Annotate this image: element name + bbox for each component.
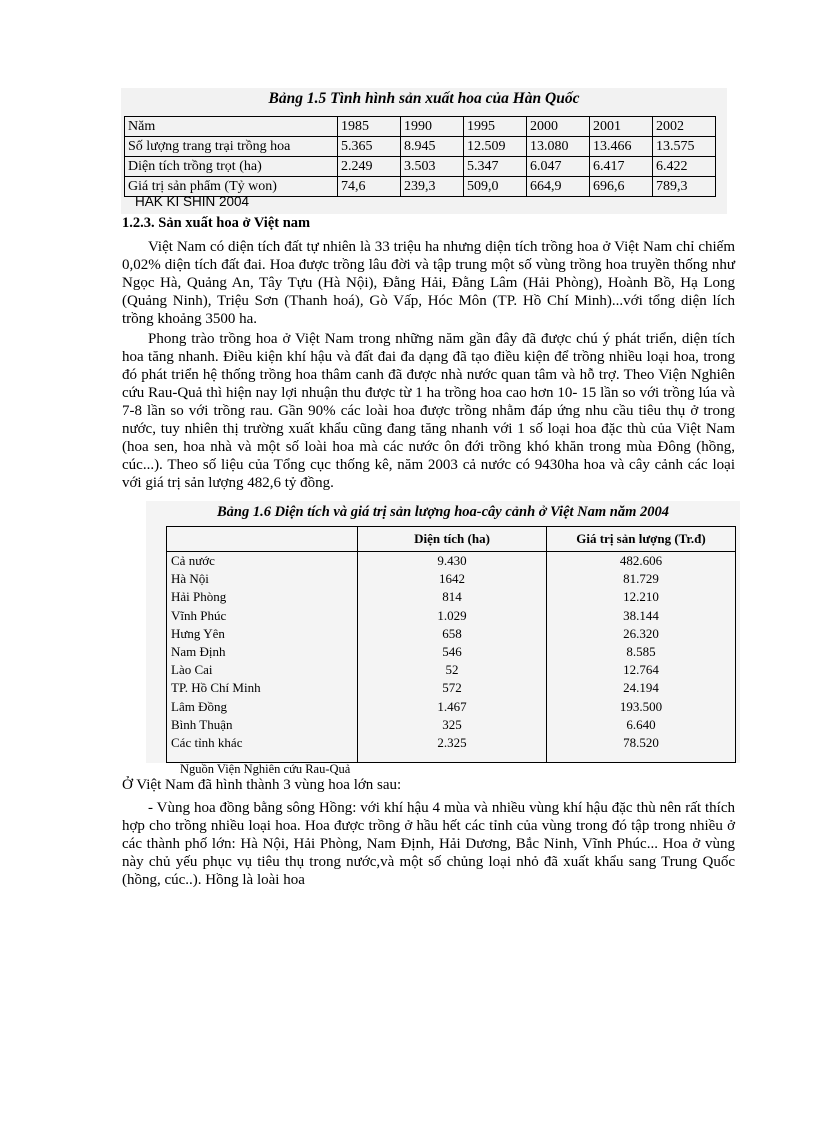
province-name: Cả nước [167,552,358,571]
row-label: Số lượng trang trại trồng hoa [125,137,338,157]
table-1-6-source: Nguồn Viện Nghiên cứu Rau-Quả [180,762,351,776]
row-label: Giá trị sản phẩm (Tỷ won) [125,177,338,197]
table-row [167,625,736,643]
table-row [125,137,716,157]
table-row [167,588,736,606]
output-value: 6.640 [547,716,736,734]
paragraph: Phong trào trồng hoa ở Việt Nam trong những năm gần đây đã được chú ý phát triển, diện tích hoa tăng nhanh. Điều kiện khí hậu và đất đai đa dạng đã tạo điều kiện để trồng nhiều loại hoa, trong đó phát triển hệ thống trồng hoa thâm canh đã được nhà nước quan tâm và hỗ trợ. Theo Viện Nghiên cứu Rau-Quả thì hiện nay lợi nhuận thu được từ 1 ha trồng hoa cao hơn 10- 15 lần so với trồng lúa và 7-8 lần so với trồng rau. Gần 90% các loài hoa được trồng nhằm đáp ứng nhu cầu tiêu thụ ở trong nước, tuy nhiên thị trường xuất khẩu cũng đang tăng nhanh với 1 số loại hoa đặc thù của Việt Nam (hoa sen, hoa nhà và một số loài hoa mà các nước ôn đới trồng khó khăn trong mùa Đông (hồng, cúc...). Theo số liệu của Tổng cục thống kê, năm 2003 cả nước có 9430ha hoa và cây cảnh các loại với giá trị sản lượng 482,6 tỷ đồng. [122,331,735,491]
output-value: 26.320 [547,625,736,643]
table-cell: 6.422 [653,157,716,177]
year-cell: 1995 [464,117,527,137]
table-row [167,679,736,697]
table-row [125,157,716,177]
output-value: 81.729 [547,570,736,588]
table-row [167,570,736,588]
table-row [167,552,736,571]
table-cell: 789,3 [653,177,716,197]
area-value: 572 [358,679,547,697]
column-header [167,527,358,552]
output-value: 12.210 [547,588,736,606]
paragraph: Việt Nam có diện tích đất tự nhiên là 33 triệu ha nhưng diện tích trồng hoa ở Việt Nam chỉ chiếm 0,02% diện tích đất đai. Hoa được trồng lâu đời và tập trung một số vùng trồng hoa truyền thống như Ngọc Hà, Quảng An, Tây Tựu (Hà Nội), Đằng Hải, Đằng Lâm (Hải Phòng), Hoành Bồ, Hạ Long (Quảng Ninh), Triệu Sơn (Thanh hoá), Gò Vấp, Hóc Môn (TP. Hồ Chí Minh)...với tổng diện lích trồng khoảng 3500 ha. [122,239,735,327]
province-name: Hưng Yên [167,625,358,643]
province-name: Vĩnh Phúc [167,607,358,625]
paragraph-line: Ở Việt Nam đã hình thành 3 vùng hoa lớn sau: [122,777,402,793]
table-cell: 5.365 [338,137,401,157]
table-1-5-source: HAK KI SHIN 2004 [135,194,250,209]
table-row [167,716,736,734]
area-value: 814 [358,588,547,606]
table-cell: 696,6 [590,177,653,197]
table-row [167,734,736,763]
table-cell: 12.509 [464,137,527,157]
year-cell: 2002 [653,117,716,137]
table-row [167,661,736,679]
row-label: Diện tích trồng trọt (ha) [125,157,338,177]
column-header: Diện tích (ha) [358,527,547,552]
table-1-5-title: Bảng 1.5 Tình hình sản xuất hoa của Hàn Quốc [268,90,580,107]
table-vietnam-flower-area [146,501,740,763]
table-cell: 2.249 [338,157,401,177]
area-value: 546 [358,643,547,661]
table-cell: 6.047 [527,157,590,177]
table-cell: 5.347 [464,157,527,177]
table-cell: 13.575 [653,137,716,157]
province-name: Các tỉnh khác [167,734,358,763]
province-name: Nam Định [167,643,358,661]
area-value: 9.430 [358,552,547,571]
province-name: Lào Cai [167,661,358,679]
table-cell: 13.466 [590,137,653,157]
header-label: Năm [125,117,338,137]
area-value: 2.325 [358,734,547,763]
table-1-6 [166,526,736,763]
province-name: Bình Thuận [167,716,358,734]
output-value: 482.606 [547,552,736,571]
area-value: 1.029 [358,607,547,625]
column-header: Giá trị sản lượng (Tr.đ) [547,527,736,552]
output-value: 12.764 [547,661,736,679]
year-cell: 2000 [527,117,590,137]
year-cell: 1990 [401,117,464,137]
output-value: 193.500 [547,698,736,716]
table-1-6-title: Bảng 1.6 Diện tích và giá trị sản lượng hoa-cây cảnh ở Việt Nam năm 2004 [216,504,670,520]
area-value: 1.467 [358,698,547,716]
area-value: 52 [358,661,547,679]
year-cell: 2001 [590,117,653,137]
province-name: Hải Phòng [167,588,358,606]
table-cell: 74,6 [338,177,401,197]
table-cell: 8.945 [401,137,464,157]
table-cell: 509,0 [464,177,527,197]
output-value: 38.144 [547,607,736,625]
paragraph: - Vùng hoa đồng bằng sông Hồng: với khí hậu 4 mùa và nhiều vùng khí hậu đặc thù nên rất thích hợp cho trồng nhiều loại hoa. Hoa được trồng ở hầu hết các tỉnh của vùng trong đó tập trong nhiều ở các thành phố lớn: Hà Nội, Hải Phòng, Nam Định, Hải Dương, Bắc Ninh, Vĩnh Phúc... Hoa ở vùng này chủ yếu phục vụ tiêu thụ trong nước,và một số chủng loại nhỏ đã xuất khẩu sang Trung Quốc (hồng, cúc..). Hồng là loài hoa [122,800,735,888]
table-cell: 664,9 [527,177,590,197]
table-header-row [125,117,716,137]
table-1-5 [124,116,716,197]
year-cell: 1985 [338,117,401,137]
output-value: 78.520 [547,734,736,763]
table-row [167,698,736,716]
province-name: Hà Nội [167,570,358,588]
table-cell: 6.417 [590,157,653,177]
area-value: 658 [358,625,547,643]
section-heading: 1.2.3. Sản xuất hoa ở Việt nam [122,215,311,231]
area-value: 325 [358,716,547,734]
table-korea-flower-production [121,88,727,214]
province-name: Lâm Đồng [167,698,358,716]
table-cell: 3.503 [401,157,464,177]
table-cell: 239,3 [401,177,464,197]
area-value: 1642 [358,570,547,588]
table-row [167,607,736,625]
output-value: 8.585 [547,643,736,661]
table-header-row [167,527,736,552]
table-row [167,643,736,661]
province-name: TP. Hồ Chí Minh [167,679,358,697]
table-cell: 13.080 [527,137,590,157]
output-value: 24.194 [547,679,736,697]
